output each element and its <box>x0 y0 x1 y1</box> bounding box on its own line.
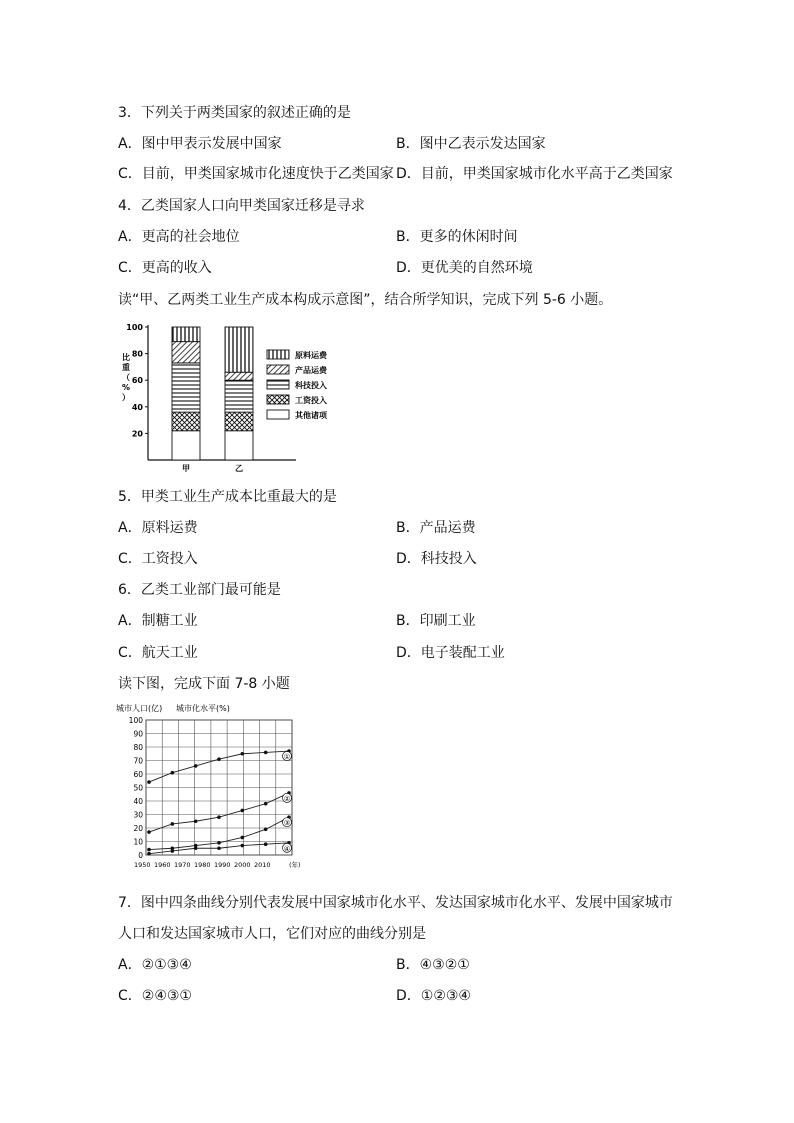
data-point <box>241 836 245 840</box>
bar-segment <box>225 380 253 412</box>
q6-option-c[interactable]: C．航天工业 <box>118 645 198 661</box>
q6-stem: 6．乙类工业部门最可能是 <box>118 582 281 598</box>
q4-option-b[interactable]: B．更多的休闲时间 <box>396 229 518 245</box>
legend-swatch <box>267 365 289 374</box>
legend-label: 其他诸项 <box>295 411 327 420</box>
bar-segment <box>225 412 253 431</box>
q7-option-d[interactable]: D．①②③④ <box>396 988 471 1004</box>
q4-option-c[interactable]: C．更高的收入 <box>118 260 212 276</box>
data-point <box>217 815 221 819</box>
q5-option-c[interactable]: C．工资投入 <box>118 551 198 567</box>
series-line <box>149 751 289 782</box>
y-axis-label-left: 城市人口(亿) <box>116 704 163 713</box>
series-label: ③ <box>283 819 291 828</box>
y-tick-label: 60 <box>131 376 143 386</box>
q7-stem-line2: 人口和发达国家城市人口，它们对应的曲线分别是 <box>118 926 426 942</box>
data-point <box>147 852 151 856</box>
x-tick-label: 1990 <box>214 861 231 869</box>
data-point <box>194 846 198 850</box>
y-tick-label: 30 <box>133 810 143 820</box>
q5-option-d[interactable]: D．科技投入 <box>396 551 477 567</box>
q5-option-a[interactable]: A．原料运费 <box>118 520 198 536</box>
data-point <box>171 822 175 826</box>
bar-segment <box>172 412 200 431</box>
data-point <box>217 846 221 850</box>
y-tick-label: 100 <box>128 716 143 725</box>
data-point <box>217 841 221 845</box>
category-label: 乙 <box>235 464 243 472</box>
y-tick-label: 20 <box>131 429 143 439</box>
q4-option-a[interactable]: A．更高的社会地位 <box>118 229 240 245</box>
data-point <box>241 844 245 848</box>
y-axis-label: 比重（%） <box>121 353 131 402</box>
y-tick-label: 60 <box>133 770 143 779</box>
urbanization-line-chart <box>114 700 314 886</box>
data-point <box>264 751 268 755</box>
data-point <box>194 764 198 768</box>
data-point <box>241 752 245 756</box>
q7-option-b[interactable]: B．④③②① <box>396 957 470 973</box>
y-tick-label: 100 <box>126 323 143 332</box>
y-tick-label: 90 <box>133 729 143 739</box>
y-tick-label: 40 <box>133 797 143 806</box>
x-tick-label: 1980 <box>194 861 211 869</box>
data-point <box>217 757 221 761</box>
q3-option-b[interactable]: B．图中乙表示发达国家 <box>396 136 546 152</box>
q3-stem: 3．下列关于两类国家的叙述正确的是 <box>118 105 351 121</box>
y-tick-label: 50 <box>133 783 143 793</box>
legend-label: 科技投入 <box>295 381 327 390</box>
x-tick-label: 1960 <box>154 861 171 869</box>
q7-option-c[interactable]: C．②④③① <box>118 988 192 1004</box>
series-label: ④ <box>283 844 291 853</box>
x-tick-label: 1950 <box>134 861 151 869</box>
data-point <box>241 809 245 813</box>
legend-swatch <box>267 395 289 404</box>
q5-stem: 5．甲类工业生产成本比重最大的是 <box>118 489 337 505</box>
cost-structure-chart <box>112 320 352 472</box>
series-line <box>149 817 289 849</box>
bar-segment <box>172 363 200 412</box>
data-point <box>264 842 268 846</box>
q4-option-d[interactable]: D．更优美的自然环境 <box>396 260 533 276</box>
bar-segment <box>172 431 200 460</box>
y-tick-label: 20 <box>133 824 143 833</box>
bar-segment <box>225 372 253 380</box>
y-tick-label: 40 <box>131 402 143 412</box>
q6-option-b[interactable]: B．印刷工业 <box>396 613 476 629</box>
q3-option-a[interactable]: A．图中甲表示发展中国家 <box>118 136 282 152</box>
q6-option-d[interactable]: D．电子装配工业 <box>396 645 505 661</box>
q3-option-c[interactable]: C．目前，甲类国家城市化速度快于乙类国家 <box>118 166 394 182</box>
q6-option-a[interactable]: A．制糖工业 <box>118 613 198 629</box>
category-label: 甲 <box>182 464 190 472</box>
y-tick-label: 80 <box>131 349 143 359</box>
y-tick-label: 0 <box>138 851 143 860</box>
data-point <box>147 780 151 784</box>
y-tick-label: 10 <box>133 837 143 847</box>
x-tick-label: 2010 <box>254 861 271 869</box>
q7-stem-line1: 7．图中四条曲线分别代表发展中国家城市化水平、发达国家城市化水平、发展中国家城市 <box>118 895 673 911</box>
data-point <box>147 830 151 834</box>
q4-stem: 4．乙类国家人口向甲类国家迁移是寻求 <box>118 198 365 214</box>
data-point <box>147 848 151 852</box>
bar-segment <box>225 327 253 372</box>
legend-swatch <box>267 350 289 359</box>
series-label: ① <box>283 753 291 762</box>
data-point <box>194 819 198 823</box>
q3-option-d[interactable]: D．目前，甲类国家城市化水平高于乙类国家 <box>396 166 673 182</box>
x-tick-label: 2000 <box>234 861 251 869</box>
bar-segment <box>172 342 200 363</box>
data-point <box>171 771 175 775</box>
legend-label: 产品运费 <box>295 366 327 375</box>
legend-swatch <box>267 410 289 419</box>
data-point <box>171 849 175 853</box>
series-label: ② <box>283 794 291 803</box>
legend-swatch <box>267 380 289 389</box>
legend-label: 工资投入 <box>295 396 327 405</box>
data-point <box>264 802 268 806</box>
q7-option-a[interactable]: A．②①③④ <box>118 957 192 973</box>
y-tick-label: 80 <box>133 743 143 752</box>
x-axis-label: (年) <box>289 861 301 869</box>
y-tick-label: 70 <box>133 756 143 766</box>
series-line <box>149 793 289 832</box>
legend-label: 原料运费 <box>295 351 327 360</box>
intro-7-8: 读下图，完成下面 7-8 小题 <box>118 676 290 692</box>
bar-segment <box>172 327 200 342</box>
q5-option-b[interactable]: B．产品运费 <box>396 520 476 536</box>
x-tick-label: 1970 <box>174 861 191 869</box>
intro-5-6: 读“甲、乙两类工业生产成本构成示意图”，结合所学知识，完成下列 5-6 小题。 <box>118 292 613 308</box>
y-axis-label-right: 城市化水平(%) <box>176 704 230 713</box>
data-point <box>264 828 268 832</box>
bar-segment <box>225 431 253 460</box>
